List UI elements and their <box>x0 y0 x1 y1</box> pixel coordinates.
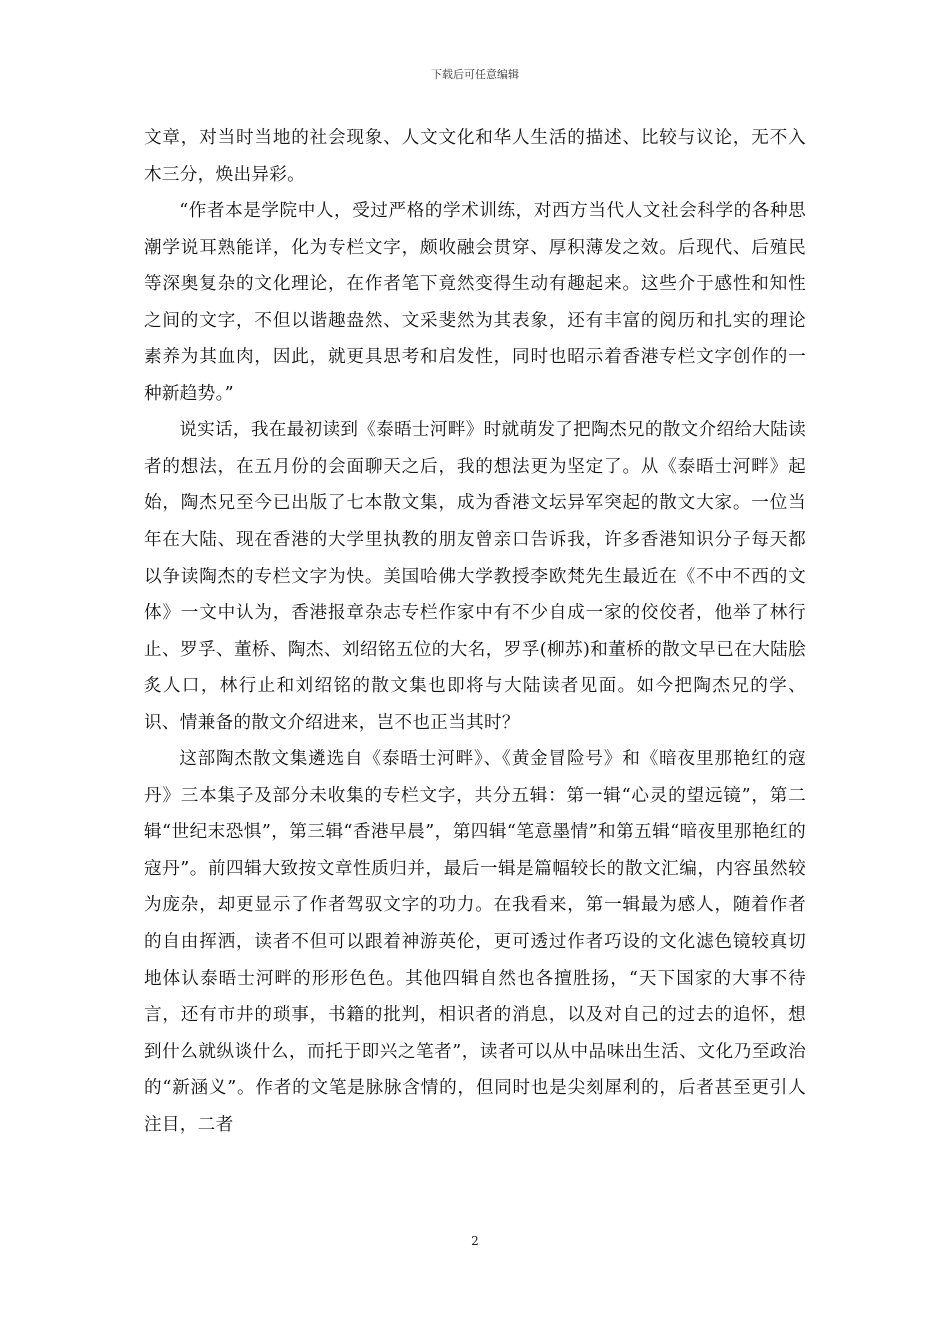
page-number: 2 <box>471 1234 479 1248</box>
page-header: 下载后可任意编辑 <box>431 68 519 81</box>
paragraph: 说实话，我在最初读到《泰晤士河畔》时就萌发了把陶杰兄的散文介绍给大陆读者的想法，在五月份的会面聊天之后，我的想法更为坚定了。从《泰晤士河畔》起始，陶杰兄至今已出版了七本散文集，成为香港文坛异军突起的散文大家。一位当年在大陆、现在香港的大学里执教的朋友曾亲口告诉我，许多香港知识分子每天都以争读陶杰的专栏文字为快。美国哈佛大学教授李欧梵先生最近在《不中不西的文体》一文中认为，香港报章杂志专栏作家中有不少自成一家的佼佼者，他举了林行止、罗孚、董桥、陶杰、刘绍铭五位的大名，罗孚(柳苏)和董桥的散文早已在大陆脍炙人口，林行止和刘绍铭的散文集也即将与大陆读者见面。如今把陶杰兄的学、识、情兼备的散文介绍进来，岂不也正当其时？ <box>144 420 806 733</box>
paragraph-quote: “作者本是学院中人，受过严格的学术训练，对西方当代人文社会科学的各种思潮学说耳熟能详，化为专栏文字，颇收融会贯穿、厚积薄发之效。后现代、后殖民等深奥复杂的文化理论，在作者笔下竟然变得生动有趣起来。这些介于感性和知性之间的文字，不但以谐趣盎然、文采斐然为其表象，还有丰富的阅历和扎实的理论素养为其血肉，因此，就更具思考和启发性，同时也昭示着香港专栏文字创作的一种新趋势。” <box>144 201 806 404</box>
document-body <box>144 120 806 1143</box>
paragraph-continued: 文章，对当时当地的社会现象、人文文化和华人生活的描述、比较与议论，无不入木三分，焕出异彩。 <box>144 128 806 185</box>
paragraph: 这部陶杰散文集遴选自《泰晤士河畔》、《黄金冒险号》和《暗夜里那艳红的寇丹》三本集子及部分未收集的专栏文字，共分五辑：第一辑“心灵的望远镜”，第二辑“世纪末恐惧”，第三辑“香港早晨”，第四辑“笔意墨情”和第五辑“暗夜里那艳红的寇丹”。前四辑大致按文章性质归并，最后一辑是篇幅较长的散文汇编，内容虽然较为庞杂，却更显示了作者驾驭文字的功力。在我看来，第一辑最为感人，随着作者的自由挥洒，读者不但可以跟着神游英伦，更可透过作者巧设的文化滤色镜较真切地体认泰晤士河畔的形形色色。其他四辑自然也各擅胜扬，“天下国家的大事不待言，还有市井的琐事，书籍的批判，相识者的消息，以及对自己的过去的追怀，想到什么就纵谈什么，而托于即兴之笔者”，读者可以从中品味出生活、文化乃至政治的“新涵义”。作者的文笔是脉脉含情的，但同时也是尖刻犀利的，后者甚至更引人注目，二者 <box>144 749 806 1135</box>
